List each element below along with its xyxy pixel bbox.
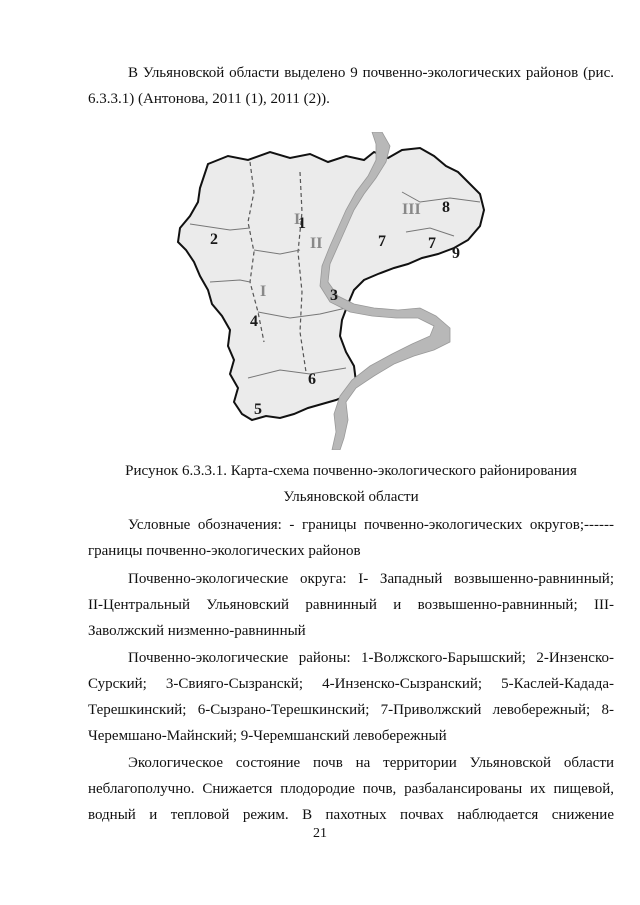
district-label-7b: 7	[428, 235, 436, 252]
page-number: 21	[313, 826, 327, 841]
region-outline	[178, 148, 484, 420]
districts-line2: Сурский; 3-Свияго-Сызранскй; 4-Инзенско-Сызранский; 5-Каслей-Кадада-	[88, 676, 614, 692]
ecology-line1: Экологическое состояние почв на территории Ульяновской области	[128, 755, 614, 771]
legend-line2: границы почвенно-экологических районов	[88, 543, 361, 559]
okrug-label-III: III	[402, 201, 421, 218]
district-label-2: 2	[210, 231, 218, 248]
okrug-label-I-top: I	[294, 211, 301, 228]
district-label-5: 5	[254, 401, 262, 418]
district-label-1: 1	[298, 215, 306, 232]
intro-paragraph: В Ульяновской области выделено 9 почвенно-экологических районов (рис. 6.3.3.1) (Антонова, 2011 (1), 2011 (2)).	[88, 65, 614, 107]
figure-caption-line2: Ульяновской области	[283, 489, 419, 505]
district-label-6: 6	[308, 371, 316, 388]
district-label-4: 4	[250, 313, 258, 330]
districts-line1: Почвенно-экологические районы: 1-Волжского-Барышский; 2-Инзенско-	[128, 650, 614, 666]
districts-line4: Черемшано-Майнский; 9-Черемшанский левобережный	[88, 728, 447, 744]
figure-caption-line1: Рисунок 6.3.3.1. Карта-схема почвенно-экологического районирования	[125, 463, 577, 479]
okrug-label-I: I	[260, 283, 267, 300]
ecology-line3: водный и тепловой режим. В пахотных почвах наблюдается снижение	[88, 807, 614, 823]
ecology-line2: неблагополучно. Снижается плодородие почв, разбалансированы их пищевой,	[88, 781, 614, 797]
okrugs-line2: II-Центральный Ульяновский равнинный и возвышенно-равнинный; III-	[88, 597, 614, 613]
okrugs-line3: Заволжский низменно-равнинный	[88, 623, 306, 639]
soil-region-map	[150, 132, 500, 450]
district-label-8: 8	[442, 199, 450, 216]
okrugs-line1: Почвенно-экологические округа: I- Западный возвышенно-равнинный;	[128, 571, 614, 587]
district-label-7a: 7	[378, 233, 386, 250]
district-label-3: 3	[330, 287, 338, 304]
okrug-label-II: II	[310, 235, 323, 252]
legend-line1: Условные обозначения: - границы почвенно-экологических округов;------	[128, 517, 614, 533]
district-label-9: 9	[452, 245, 460, 262]
districts-line3: Терешкинский; 6-Сызрано-Терешкинский; 7-Приволжский левобережный; 8-	[88, 702, 614, 718]
